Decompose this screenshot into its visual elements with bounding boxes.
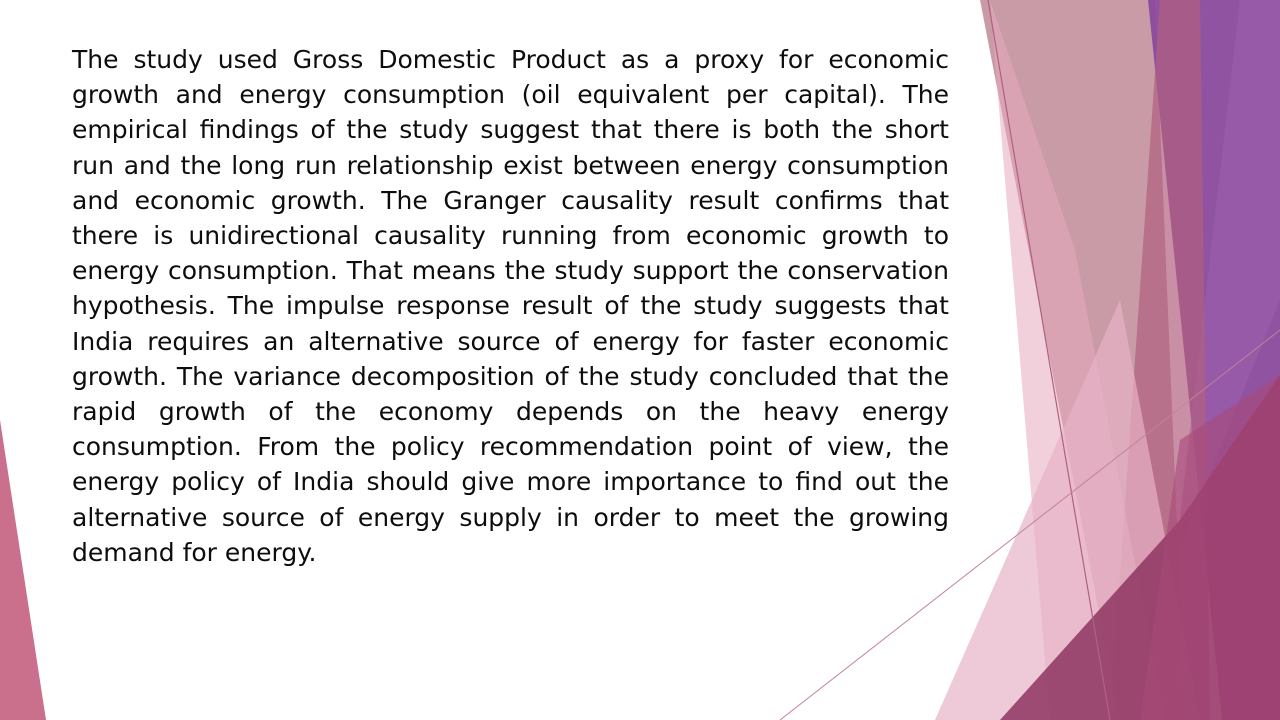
body-paragraph: The study used Gross Domestic Product as a proxy for economic growth and energy consumption (oil equivalent per capital). The empirical findings of the study suggest that there is both the short run and the long run relationship exist between energy consumption and economic growth. The Granger causality result confirms that there is unidirectional causality running from economic growth to energy consumption. That means the study support the conservation hypothesis. The impulse response result of the study suggests that India requires an alternative source of energy for faster economic growth. The variance decomposition of the study concluded that the rapid growth of the economy depends on the heavy energy consumption. From the policy recommendation point of view, the energy policy of India should give more importance to find out the alternative source of energy supply in order to meet the growing demand for energy. — [72, 45, 949, 567]
left-accent-shape — [0, 420, 46, 720]
